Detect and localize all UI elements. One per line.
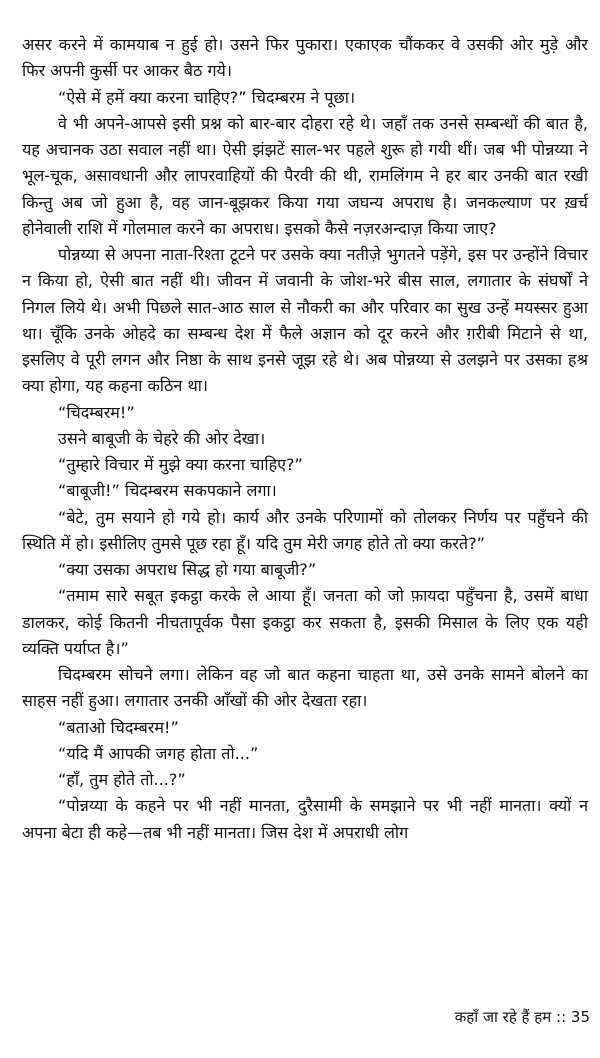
paragraph-12: चिदम्बरम सोचने लगा। लेकिन वह जो बात कहना चाहता था, उसे उनके सामने बोलने का साहस नहीं हुआ। लगातार उनकी आँखों की ओर देखता रहा। [22, 665, 588, 711]
paragraph-6: उसने बाबूजी के चेहरे की ओर देखा। [58, 428, 266, 448]
paragraph-11: “तमाम सारे सबूत इकट्ठा करके ले आया हूँ। जनता को जो फ़ायदा पहुँचना है, उसमें बाधा डालकर, कोई कितनी नीचतापूर्वक पैसा इकट्ठा कर सकता है, इसकी मिसाल के लिए एक यही व्यक्ति पर्याप्त है।” [22, 586, 588, 658]
paragraph-2: “ऐसे में हमें क्या करना चाहिए?” चिदम्बरम ने पूछा। [58, 87, 356, 107]
page-footer [455, 1007, 590, 1027]
paragraph-15: “हाँ, तुम होते तो...?” [58, 770, 186, 789]
page-number: 35 [570, 1008, 590, 1026]
paragraph-4: पोन्नय्या से अपना नाता-रिश्ता टूटने पर उसके क्या नतीज़े भुगतने पड़ेंगे, इस पर उन्होंने विचार न किया हो, ऐसी बात नहीं थी। जीवन में जवानी के जोश-भरे बीस साल, लगातार के संघर्षों ने निगल लिये थे। अभी पिछले सात-आठ साल से नौकरी का और परिवार का सुख उन्हें मयस्सर हुआ था। चूँकि उनके ओहदे का सम्बन्ध देश में फैले अज्ञान को दूर करने और ग़रीबी मिटाने से था, इसलिए वे पूरी लगन और निष्ठा के साथ इनसे जूझ रहे थे। अब पोन्नय्या से उलझने पर उसका हश्र क्या होगा, यह कहना कठिन था। [22, 245, 588, 396]
book-page [22, 32, 588, 846]
paragraph-8: “बाबूजी!” चिदम्बरम सकपकाने लगा। [58, 481, 277, 501]
paragraph-16: “पोन्नय्या के कहने पर भी नहीं मानता, दुरैसामी के समझाने पर भी नहीं मानता। क्यों न अपना बेटा ही कहे—तब भी नहीं मानता। जिस देश में अपराधी लोग [22, 796, 588, 842]
paragraph-3: वे भी अपने-आपसे इसी प्रश्न को बार-बार दोहरा रहे थे। जहाँ तक उनसे सम्बन्धों की बात है, यह अचानक उठा सवाल नहीं था। ऐसी झंझटें साल-भर पहले शुरू हो गयी थीं। जब भी पोन्नय्या ने भूल-चूक, असावधानी और लापरवाहियों की पैरवी की थी, रामलिंगम ने हर बार उनकी बात रखी किन्तु अब जो हुआ है, वह जान-बूझकर किया गया जघन्य अपराध है। जनकल्याण पर ख़र्च होनेवाली राशि में गोलमाल करने का अपराध। इसको कैसे नज़रअन्दाज़ किया जाए? [22, 113, 588, 238]
paragraph-9: “बेटे, तुम सयाने हो गये हो। कार्य और उनके परिणामों को तोलकर निर्णय पर पहुँचने की स्थिति में हो। इसीलिए तुमसे पूछ रहा हूँ। यदि तुम मेरी जगह होते तो क्या करते?” [22, 507, 588, 553]
paragraph-7: “तुम्हारे विचार में मुझे क्या करना चाहिए?” [58, 455, 303, 474]
footer-separator: :: [556, 1008, 567, 1026]
paragraph-13: “बताओ चिदम्बरम!” [58, 717, 179, 737]
paragraph-1: असर करने में कामयाब न हुई हो। उसने फिर पुकारा। एकाएक चौंककर वे उसकी ओर मुड़े और फिर अपनी कुर्सी पर आकर बैठ गये। [22, 35, 588, 81]
paragraph-5: “चिदम्बरम!” [58, 402, 135, 422]
paragraph-10: “क्या उसका अपराध सिद्ध हो गया बाबूजी?” [58, 560, 317, 579]
paragraph-14: “यदि मैं आपकी जगह होता तो...” [58, 743, 259, 763]
running-title: कहाँ जा रहे हैं हम [454, 1008, 552, 1026]
